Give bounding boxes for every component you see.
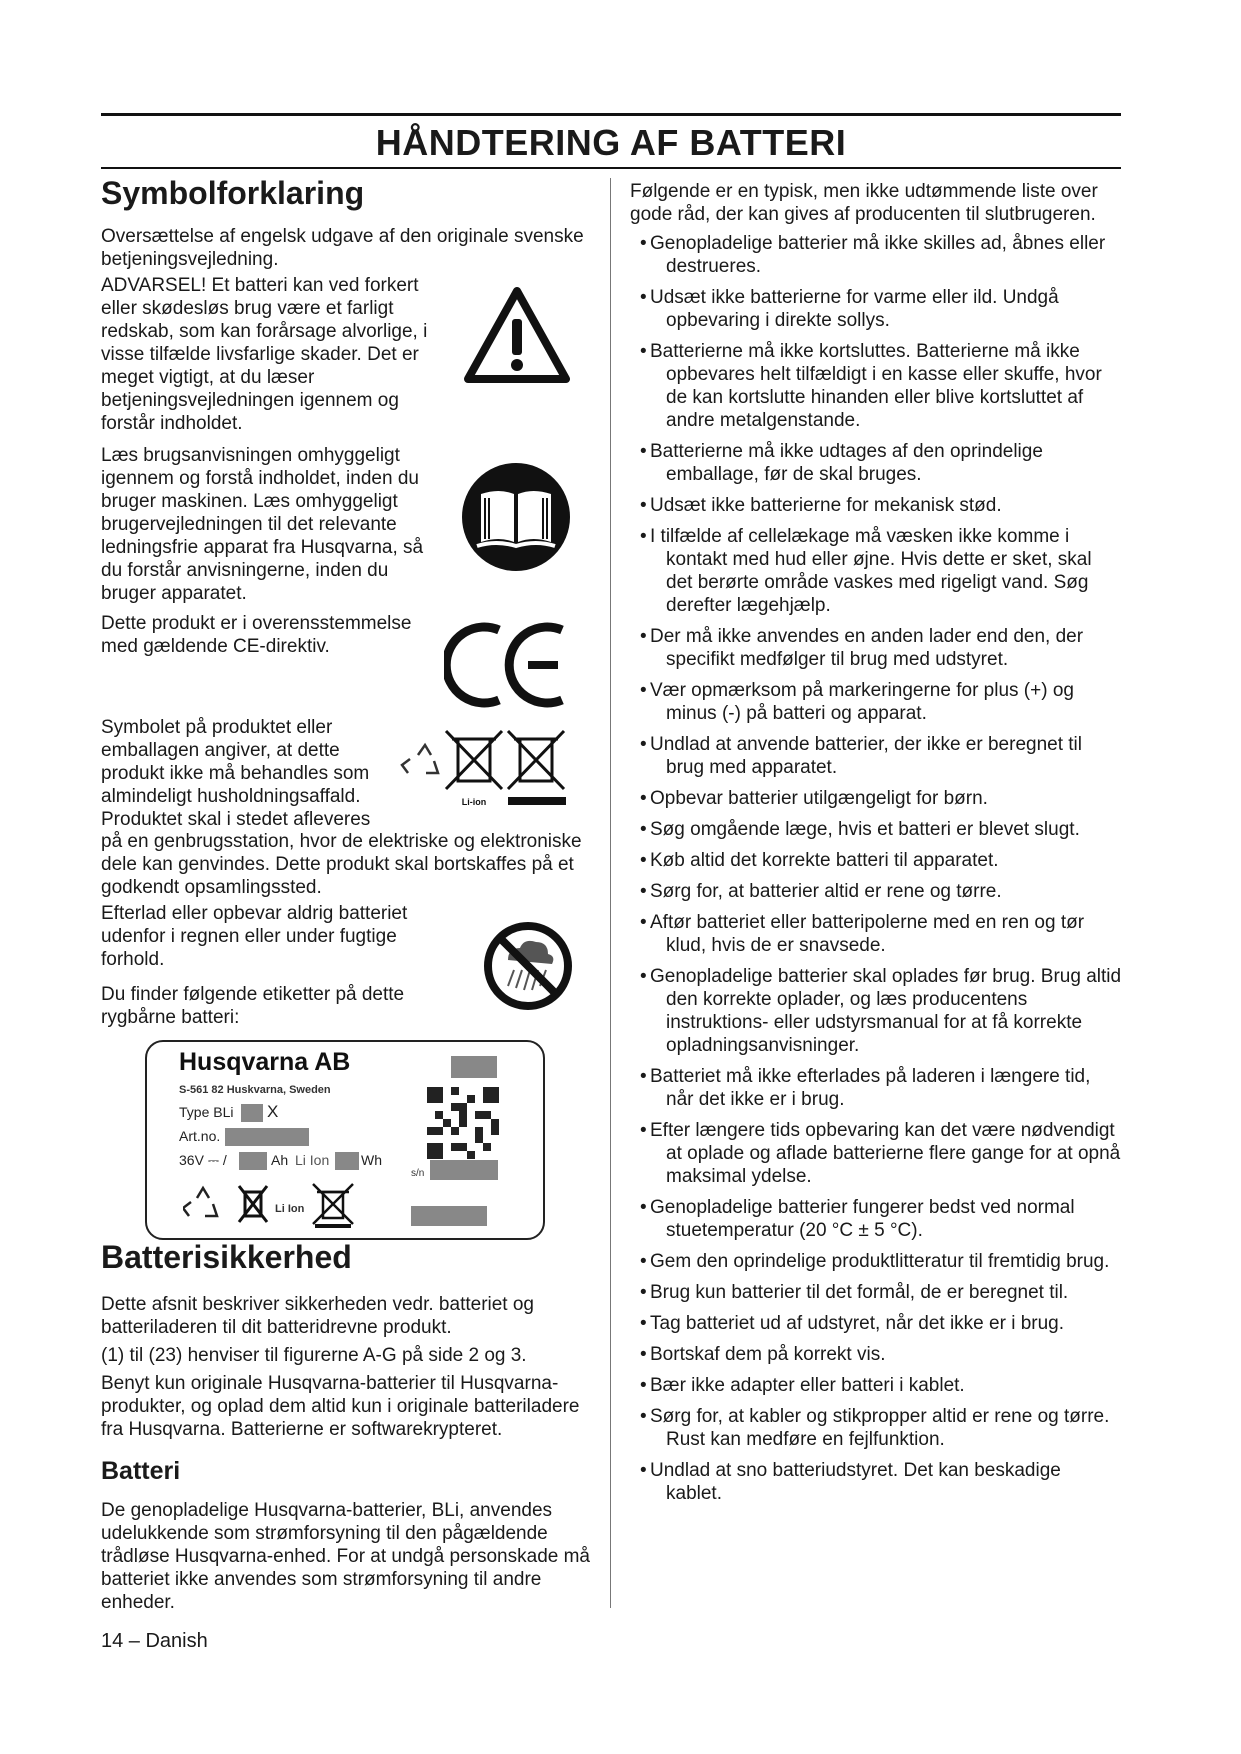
label-sn-redacted [430,1160,498,1180]
battery-label [145,1040,545,1240]
page-footer: 14 – Danish [101,1630,208,1652]
manual-paragraph: Læs brugsanvisningen omhyggeligt igennem og forstå indholdet, inden du bruger maskinen. Læs omhyggeligt brugervejledningen til det relevante ledningsfrie apparat fra Husqvarna, så du forstår anvisningerne, inden du bruger apparatet. [101,445,424,604]
qr-code-icon [427,1087,499,1159]
crossed-bin-liion-icon [446,731,502,789]
list-item: • Batteriet må ikke efterlades på laderen i længere tid, når det ikke er i brug. [630,1065,1122,1111]
crossed-bin-icon [508,731,564,789]
list-item: • Genopladelige batterier fungerer bedst ved normal stuetemperatur (20 °C ± 5 °C). [630,1196,1122,1242]
battery-advice-list [630,232,1122,1513]
list-item: • Genopladelige batterier skal oplades før brug. Brug altid den korrekte oplader, og læs producentens instruktions- eller udstyrsmanual for at få korrekte opladningsanvisninger. [630,965,1122,1057]
symbol-section-heading: Symbolforklaring [101,175,365,211]
header-rule-top [101,113,1121,116]
list-item: • Tag batteriet ud af udstyret, når det ikke er i brug. [630,1312,1122,1335]
label-brand: Husqvarna AB [179,1048,351,1076]
safety-heading-wrap [101,1238,596,1276]
page-title: HÅNDTERING AF BATTERI [375,122,847,163]
warning-triangle-icon [462,285,572,385]
label-ah: Ah [271,1152,289,1168]
recycle-icon [402,745,438,773]
label-crossed-bin-icon [313,1184,353,1224]
recycle-disposal-icons [398,725,573,810]
dc-symbol-icon: ⎓ [207,1152,219,1168]
liion-small-tag: Li-ion [461,797,487,807]
list-item: • Gem den oprindelige produktlitteratur til fremtidig brug. [630,1250,1122,1273]
battery-heading-wrap [101,1456,596,1486]
list-item: • Undlad at sno batteriudstyret. Det kan beskadige kablet. [630,1459,1122,1505]
label-type-prefix: Type [179,1104,210,1120]
list-item: • Udsæt ikke batterierne for mekanisk stød. [630,494,1122,517]
right-intro-paragraph: Følgende er en typisk, men ikke udtømmende liste over gode råd, der kan gives af producenten til slutbrugeren. [630,181,1098,225]
list-item: • Opbevar batterier utilgængeligt for børn. [630,787,1122,810]
label-wh-redacted [335,1152,359,1170]
label-type-row [179,1104,233,1120]
list-item: • Bortskaf dem på korrekt vis. [630,1343,1122,1366]
symbol-section-heading-wrap [101,174,596,212]
battery-paragraph: De genopladelige Husqvarna-batterier, BLi, anvendes udelukkende som strømforsyning til den pågældende trådløse Husqvarna-enhed. For at undgå personskade må batteriet ikke anvendes som strømforsyning til andre enheder. [101,1500,590,1613]
list-item: • Batterierne må ikke udtages af den oprindelige emballage, før de skal bruges. [630,440,1122,486]
label-wh: Wh [361,1152,382,1168]
list-item: • Der må ikke anvendes en anden lader end den, der specifikt medfølger til brug med udstyret. [630,625,1122,671]
label-bottom-redacted [411,1206,487,1226]
list-item: • Søg omgående læge, hvis et batteri er blevet slugt. [630,818,1122,841]
label-volt: 36V [179,1152,204,1168]
label-ah-redacted [239,1152,267,1170]
list-item: • Sørg for, at kabler og stikpropper altid er rene og tørre. Rust kan medføre en fejlfunktion. [630,1405,1122,1451]
label-redacted-block [451,1056,497,1078]
safety-paragraph-2: (1) til (23) henviser til figurerne A-G på side 2 og 3. [101,1345,527,1366]
list-item: • Udsæt ikke batterierne for varme eller ild. Undgå opbevaring i direkte sollys. [630,286,1122,332]
label-recycle-icon [183,1188,217,1216]
safety-paragraph-1: Dette afsnit beskriver sikkerheden vedr. batteriet og batteriladeren til dit batteridrevne produkt. [101,1294,535,1338]
safety-paragraph-3: Benyt kun originale Husqvarna-batterier til Husqvarna-produkter, og oplad dem altid kun i originale batteriladere fra Husqvarna. Batterierne er softwarekrypteret. [101,1373,580,1440]
list-item: • Bær ikke adapter eller batteri i kablet. [630,1374,1122,1397]
list-item: • Batterierne må ikke kortsluttes. Batterierne må ikke opbevares helt tilfældigt i en kasse eller skuffe, hvor de kan kortslutte hinanden eller blive kortsluttet af andre metalgenstande. [630,340,1122,432]
label-volt-row [179,1152,227,1169]
label-type-bli: BLi [213,1104,234,1120]
bin-underline-bar [508,797,566,805]
label-sn: s/n [411,1168,425,1179]
label-crossed-battery-icon [239,1186,267,1222]
label-li-ion: Li Ion [295,1152,330,1168]
label-volt-sep: / [222,1152,227,1168]
battery-section-heading: Batteri [101,1457,181,1485]
label-type-suffix: X [267,1102,279,1121]
list-item: • Genopladelige batterier må ikke skilles ad, åbnes eller destrueres. [630,232,1122,278]
list-item: • Brug kun batterier til det formål, de er beregnet til. [630,1281,1122,1304]
list-item: • Vær opmærksom på markeringerne for plus (+) og minus (-) på batteri og apparat. [630,679,1122,725]
warning-paragraph: ADVARSEL! Et batteri kan ved forkert eller skødesløs brug være et farligt redskab, som kan forårsage alvorlige, i visse tilfælde livsfarlige skader. Det er meget vigtigt, at du læser betjeningsvejledningen igennem og forstår indholdet. [101,275,428,434]
label-address: S-561 82 Huskvarna, Sweden [179,1084,331,1096]
no-rain-icon [482,920,574,1012]
column-divider [610,178,611,1608]
labels-intro-paragraph: Du finder følgende etiketter på dette rygbårne batteri: [101,984,405,1028]
rain-paragraph: Efterlad eller opbevar aldrig batteriet udenfor i regnen eller under fugtige forhold. [101,903,408,970]
list-item: • Undlad at anvende batterier, der ikke er beregnet til brug med apparatet. [630,733,1122,779]
ce-paragraph: Dette produkt er i overensstemmelse med gældende CE-direktiv. [101,613,412,657]
ce-mark-icon [444,622,574,708]
label-art-no: Art.no. [179,1128,221,1144]
recycle-paragraph-a: Symbolet på produktet eller emballagen angiver, at dette produkt ikke må behandles som almindeligt husholdningsaffald. Produktet skal i stedet afleveres [101,717,371,830]
label-type-redacted [241,1104,263,1122]
read-manual-icon [461,462,571,572]
header-rule-bottom [101,167,1121,169]
list-item: • Køb altid det korrekte batteri til apparatet. [630,849,1122,872]
label-li-ion-small: Li Ion [275,1203,305,1215]
list-item: • Aftør batteriet eller batteripolerne med en ren og tør klud, hvis de er snavsede. [630,911,1122,957]
list-item: • I tilfælde af cellelækage må væsken ikke komme i kontakt med hud eller øjne. Hvis dette er sket, skal det berørte område vaskes med rigeligt vand. Søg derefter lægehjælp. [630,525,1122,617]
label-icons-row [183,1182,383,1228]
list-item: • Sørg for, at batterier altid er rene og tørre. [630,880,1122,903]
recycle-paragraph-b: på en genbrugsstation, hvor de elektriske og elektroniske dele kan genvindes. Dette produkt skal bortskaffes på et godkendt opsamlingssted. [101,831,582,898]
list-item: • Efter længere tids opbevaring kan det være nødvendigt at oplade og aflade batterierne flere gange for at opnå maksimal ydelse. [630,1119,1122,1188]
safety-section-heading: Batterisikkerhed [101,1239,352,1275]
intro-paragraph: Oversættelse af engelsk udgave af den originale svenske betjeningsvejledning. [101,226,584,270]
label-art-redacted [225,1128,309,1146]
